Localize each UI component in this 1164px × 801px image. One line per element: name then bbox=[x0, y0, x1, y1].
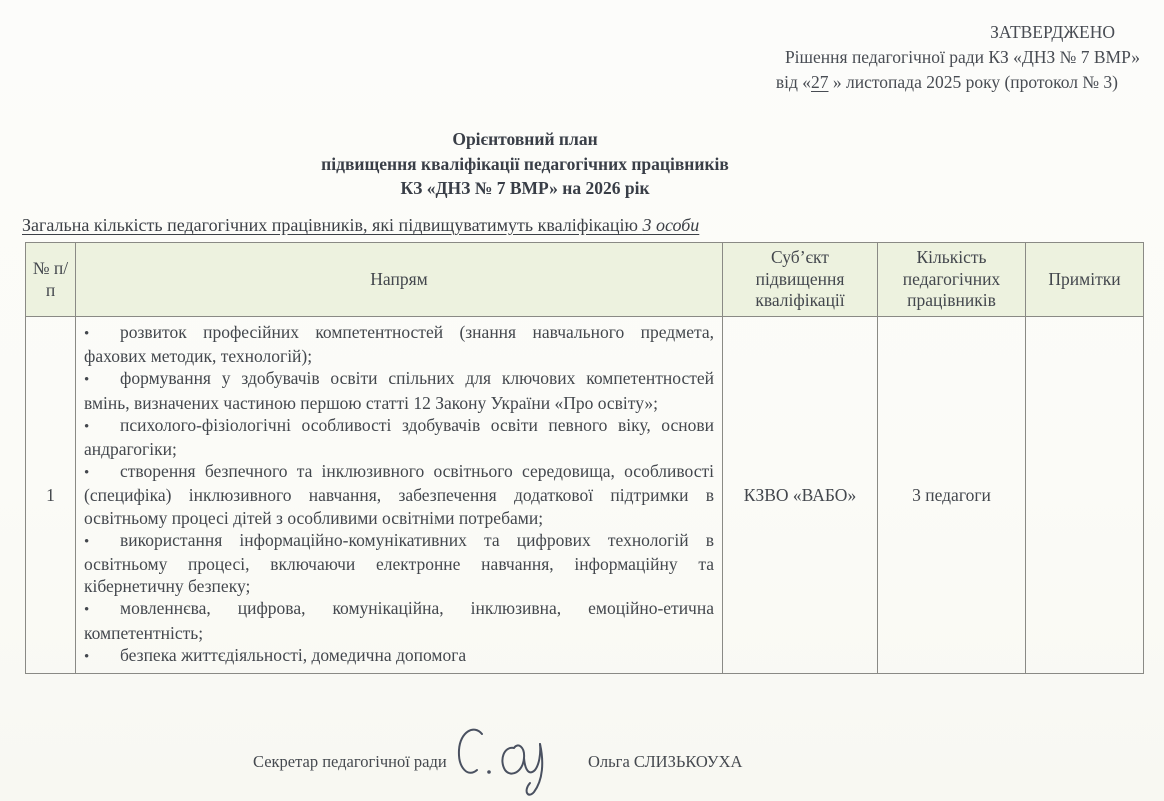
approval-block bbox=[776, 20, 1140, 95]
approval-date-prefix: від « bbox=[775, 72, 811, 92]
row-directions-cell bbox=[76, 317, 723, 674]
direction-text: розвиток професійних компетентностей (знання навчального предмета, фахових методик, технологій); bbox=[84, 322, 714, 367]
bullet-icon: • bbox=[84, 648, 90, 665]
direction-item bbox=[84, 414, 714, 460]
direction-item bbox=[84, 597, 714, 643]
col-header-subject: Суб’єкт підвищення кваліфікації bbox=[723, 243, 878, 317]
bullet-icon: • bbox=[84, 602, 90, 619]
qualification-plan-table bbox=[25, 242, 1144, 674]
direction-item bbox=[84, 644, 714, 668]
col-header-direction: Напрям bbox=[76, 243, 723, 317]
col-header-notes: Примітки bbox=[1026, 243, 1144, 317]
direction-text: формування у здобувачів освіти спільних для ключових компетентностей вмінь, визначених частиною першою статті 12 Закону України «Про освіту»; bbox=[84, 368, 714, 413]
table-row bbox=[26, 317, 1144, 674]
row-number-cell: 1 bbox=[26, 317, 76, 674]
intro-line bbox=[22, 215, 699, 236]
bullet-icon: • bbox=[84, 326, 90, 342]
approval-date-suffix: » листопада 2025 року (протокол № 3) bbox=[828, 72, 1118, 92]
row-subject-cell: КЗВО «ВАБО» bbox=[723, 317, 878, 674]
title-line-1: Орієнтовний план bbox=[452, 129, 598, 149]
footer-role-label: Секретар педагогічної ради bbox=[253, 752, 447, 771]
direction-item bbox=[84, 529, 714, 598]
bullet-icon: • bbox=[84, 372, 90, 389]
direction-item bbox=[84, 321, 714, 367]
document-title bbox=[0, 127, 1050, 201]
col-header-number: № п/п bbox=[26, 243, 76, 317]
approval-decision-line: Рішення педагогічної ради КЗ «ДНЗ № 7 ВМР» bbox=[784, 47, 1140, 67]
direction-text: психолого-фізіологічні особливості здобувачів освіти певного віку, основи андрагогіки; bbox=[84, 414, 714, 460]
bullet-icon: • bbox=[84, 418, 90, 435]
title-line-2: підвищення кваліфікації педагогічних працівників bbox=[321, 153, 729, 174]
col-header-count: Кількість педагогічних працівників bbox=[878, 243, 1026, 317]
direction-item bbox=[84, 367, 714, 413]
row-count-cell: 3 педагоги bbox=[878, 317, 1026, 674]
direction-list bbox=[84, 321, 714, 669]
direction-text: мовленнєва, цифрова, комунікаційна, інклюзивна, емоційно-етична компетентність; bbox=[84, 598, 714, 643]
approval-day: 27 bbox=[811, 72, 829, 92]
approval-approved-label: ЗАТВЕРДЖЕНО bbox=[990, 22, 1115, 42]
direction-item bbox=[84, 460, 714, 529]
approval-date-line bbox=[776, 70, 1140, 95]
intro-count: 3 особи bbox=[642, 215, 700, 235]
direction-text: створення безпечного та інклюзивного освітнього середовища, особливості (специфіка) інклюзивного навчання, забезпечення додаткової підтримки в освітньому процесі дітей з особливими освітніми потребами; bbox=[84, 461, 714, 528]
direction-text: використання інформаційно-комунікативних та цифрових технологій в освітньому процесі, включаючи електронне навчання, інформаційну та кібернетичну безпеку; bbox=[84, 529, 714, 597]
row-notes-cell bbox=[1026, 317, 1144, 674]
signature-handwriting-icon bbox=[452, 720, 572, 798]
table-header-row bbox=[26, 243, 1144, 317]
direction-text: безпека життєдіяльності, домедична допомога bbox=[120, 644, 467, 665]
footer-secretary-name: Ольга СЛИЗЬКОУХА bbox=[588, 752, 743, 771]
title-line-3: КЗ «ДНЗ № 7 ВМР» на 2026 рік bbox=[400, 178, 650, 198]
bullet-icon: • bbox=[84, 465, 90, 482]
intro-text: Загальна кількість педагогічних працівників, які підвищуватимуть кваліфікацію bbox=[22, 215, 643, 235]
bullet-icon: • bbox=[84, 533, 90, 550]
